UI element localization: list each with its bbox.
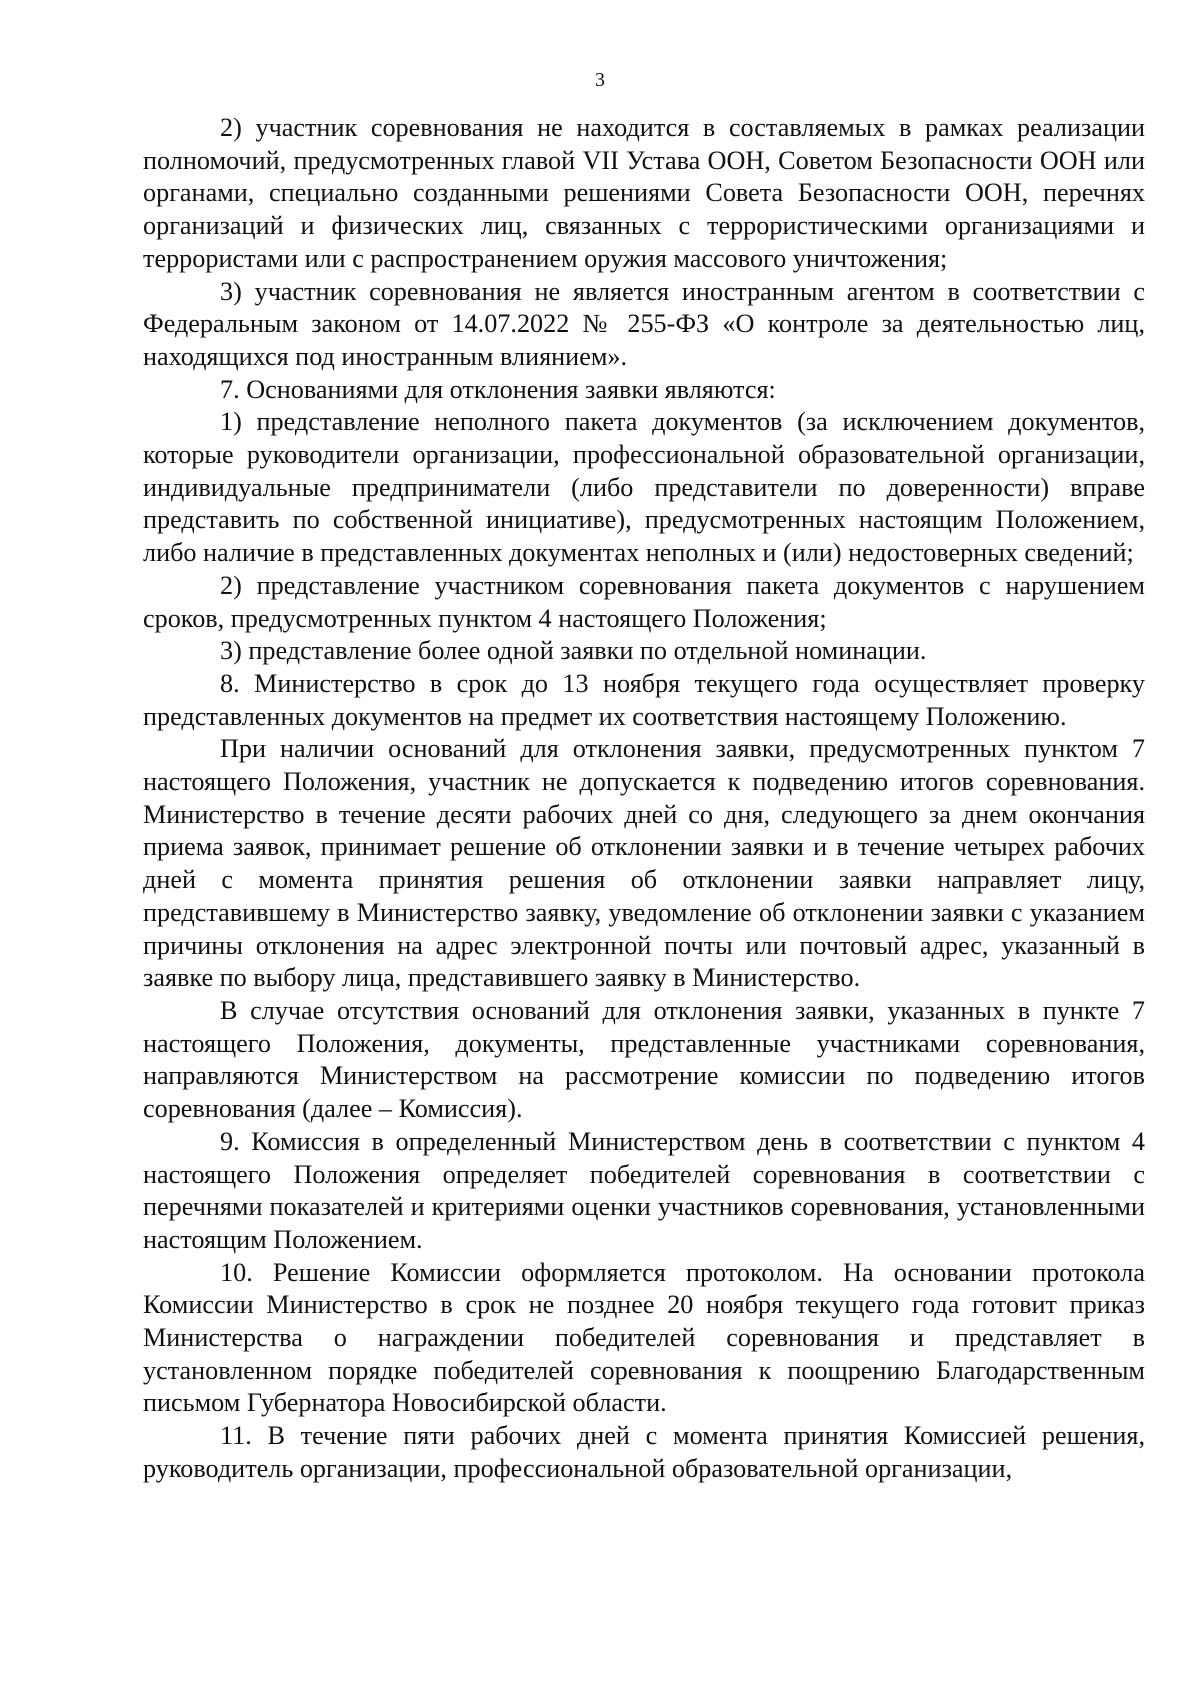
paragraph-no-rejection-case: В случае отсутствия оснований для отклонения заявки, указанных в пункте 7 настоящего Положения, документы, представленные участниками соревнования, направляются Министерством на рассмотрение комиссии по подведению итогов соревнования (далее – Комиссия). <box>143 995 1145 1124</box>
paragraph-section-10: 10. Решение Комиссии оформляется протоколом. На основании протокола Комиссии Министерство в срок не позднее 20 ноября текущего года готовит приказ Министерства о награждении победителей соревнования и представляет в установленном порядке победителей соревнования к поощрению Благодарственным письмом Губернатора Новосибирской области. <box>143 1257 1145 1418</box>
paragraph-rejection-procedure: При наличии оснований для отклонения заявки, предусмотренных пунктом 7 настоящего Положения, участник не допускается к подведению итогов соревнования. Министерство в течение десяти рабочих дней со дня, следующего за днем окончания приема заявок, принимает решение об отклонении заявки и в течение четырех рабочих дней с момента принятия решения об отклонении заявки направляет лицу, представившему в Министерство заявку, уведомление об отклонении заявки с указанием причины отклонения на адрес электронной почты или почтовый адрес, указанный в заявке по выбору лица, представившего заявку в Министерство. <box>143 734 1145 993</box>
paragraph-section-7-item-2: 2) представление участником соревнования пакета документов с нарушением сроков, предусмотренных пунктом 4 настоящего Положения; <box>143 570 1145 633</box>
document-body <box>143 112 1145 1486</box>
paragraph-section-7-item-1: 1) представление неполного пакета документов (за исключением документов, которые руководители организации, профессиональной образовательной организации, индивидуальные предприниматели (либо представители по доверенности) вправе представить по собственной инициативе), предусмотренных настоящим Положением, либо наличие в представленных документах неполных и (или) недостоверных сведений; <box>143 407 1145 568</box>
paragraph-item-3-not-foreign-agent: 3) участник соревнования не является иностранным агентом в соответствии с Федеральным законом от 14.07.2022 № 255-ФЗ «О контроле за деятельностью лиц, находящихся под иностранным влиянием». <box>143 276 1145 371</box>
paragraph-section-8: 8. Министерство в срок до 13 ноября текущего года осуществляет проверку представленных документов на предмет их соответствия настоящему Положению. <box>143 668 1145 731</box>
page-number: 3 <box>595 69 605 91</box>
paragraph-item-2-not-in-terror-lists: 2) участник соревнования не находится в составляемых в рамках реализации полномочий, предусмотренных главой VII Устава ООН, Советом Безопасности ООН или органами, специально созданными решениями Совета Безопасности ООН, перечнях организаций и физических лиц, связанных с террористическими организациями и террористами или с распространением оружия массового уничтожения; <box>143 113 1145 273</box>
paragraph-section-7-item-3: 3) представление более одной заявки по отдельной номинации. <box>220 636 927 666</box>
paragraph-section-11: 11. В течение пяти рабочих дней с момента принятия Комиссией решения, руководитель организации, профессиональной образовательной организации, <box>143 1421 1145 1483</box>
paragraph-section-7-heading: 7. Основаниями для отклонения заявки являются: <box>220 374 776 404</box>
paragraph-section-9: 9. Комиссия в определенный Министерством день в соответствии с пунктом 4 настоящего Положения определяет победителей соревнования в соответствии с перечнями показателей и критериями оценки участников соревнования, установленными настоящим Положением. <box>143 1126 1145 1254</box>
